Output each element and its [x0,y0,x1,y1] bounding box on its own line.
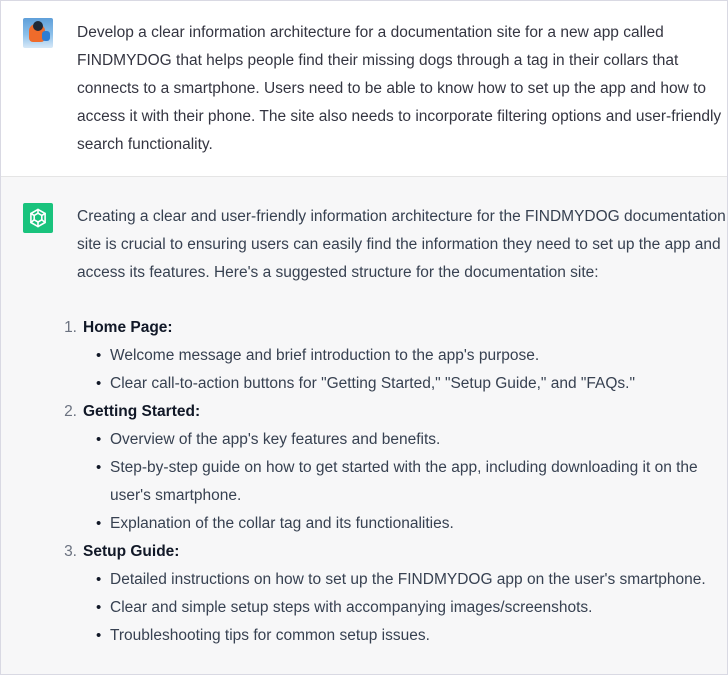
section-item-getting-started [64,398,727,538]
list-item [96,342,727,370]
point-text: Clear call-to-action buttons for "Getting Started," "Setup Guide," and "FAQs." [110,375,635,392]
point-text: Explanation of the collar tag and its functionalities. [110,515,454,532]
bullet-icon: • [96,599,102,616]
list-item [96,622,727,650]
list-item [96,594,727,622]
section-item-home-page [64,314,727,398]
avatar-head [33,21,43,31]
bullet-icon: • [96,459,102,476]
section-item-setup-guide [64,538,727,650]
bullet-icon: • [96,627,102,644]
avatar-arm [42,31,50,41]
user-message-content [77,18,727,159]
openai-logo-svg [26,206,50,230]
point-text: Step-by-step guide on how to get started with the app, including downloading it on the user's smartphone. [110,459,698,504]
bullet-icon: • [96,375,102,392]
point-text: Troubleshooting tips for common setup issues. [110,627,430,644]
list-item [96,510,727,538]
bullet-icon: • [96,347,102,364]
assistant-message-content [64,203,727,650]
bullet-icon: • [96,571,102,588]
assistant-intro: Creating a clear and user-friendly information architecture for the FINDMYDOG documentation site is crucial to ensuring users can easily find the information they need to set up the app and access its features. Here's a suggested structure for the documentation site: [77,208,726,281]
bullet-icon: • [96,515,102,532]
section-title: Getting Started: [83,403,201,420]
section-number: 3. [64,543,77,560]
bullet-icon: • [96,431,102,448]
point-text: Clear and simple setup steps with accompanying images/screenshots. [110,599,593,616]
user-message-text: Develop a clear information architecture for a documentation site for a new app called FINDMYDOG that helps people find their missing dogs through a tag in their collars that connects to a smartphone. Users need to be able to know how to set up the app and how to access it with their phone. The site also needs to incorporate filtering options and user-friendly search functionality. [77,24,722,153]
list-item [96,426,727,454]
section-title: Home Page: [83,319,173,336]
point-text: Detailed instructions on how to set up the FINDMYDOG app on the user's smartphone. [110,571,706,588]
list-item [96,454,727,510]
section-number: 1. [64,319,77,336]
point-text: Welcome message and brief introduction to the app's purpose. [110,347,540,364]
chatgpt-logo-icon [23,203,53,233]
list-item [96,370,727,398]
list-item [96,566,727,594]
documentation-sections-list [64,314,727,650]
user-avatar-icon [23,18,53,48]
user-message [1,1,727,177]
section-number: 2. [64,403,77,420]
assistant-message [1,177,727,674]
section-title: Setup Guide: [83,543,180,560]
point-text: Overview of the app's key features and benefits. [110,431,441,448]
section-points [83,342,727,398]
section-points [83,426,727,538]
section-points [83,566,727,650]
